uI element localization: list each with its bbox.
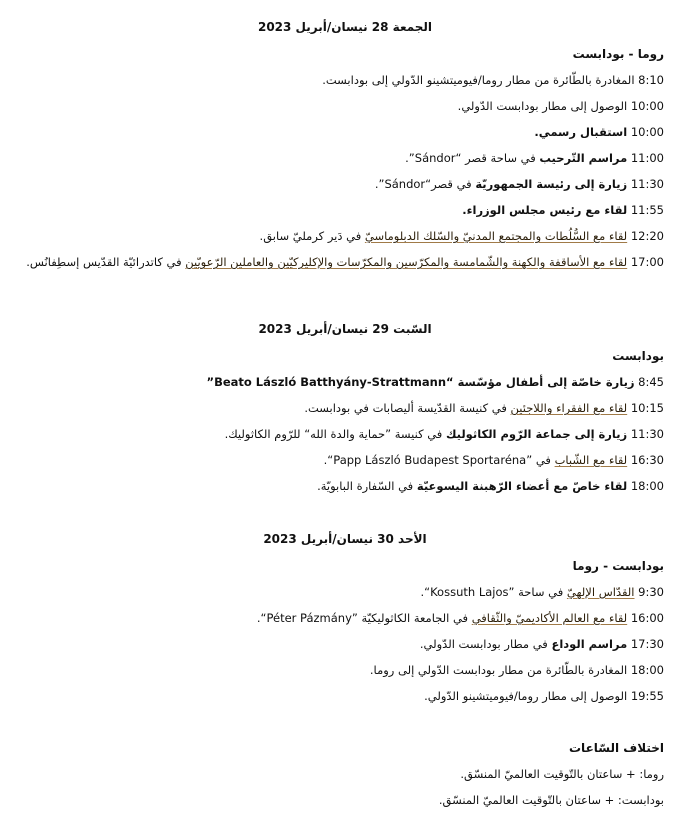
event-time: 18:00	[630, 663, 664, 677]
event-link[interactable]: لقاء مع العالم الأكاديميّ والثّقافي	[471, 611, 628, 625]
day-heading: الأحد 30 نيسان/أبريل 2023	[263, 532, 427, 546]
schedule-item	[24, 202, 664, 218]
route-title: بودابست	[612, 349, 664, 363]
schedule-item	[24, 98, 664, 114]
event-time: 9:30	[638, 585, 664, 599]
schedule-item	[24, 662, 664, 678]
schedule-item	[24, 228, 664, 244]
day-heading: السّبت 29 نيسان/أبريل 2023	[258, 322, 432, 336]
event-detail: في ساحة قصر “Sándor”.	[405, 151, 540, 165]
schedule-item	[24, 478, 664, 494]
event-detail: الوصول إلى مطار روما/فيوميتشينو الدّولي.	[424, 689, 628, 703]
event-time: 16:30	[630, 453, 664, 467]
event-time: 11:55	[630, 203, 664, 217]
event-detail: في كاتدرائيّة القدّيس إسطِفانُس.	[26, 255, 186, 269]
event-title: زيارة إلى رئيسة الجمهوريّة	[475, 177, 628, 191]
event-link[interactable]: لقاء مع السُّلُطات والمجتمع المدنيّ والسّلك الدبلوماسيّ	[364, 229, 628, 243]
event-detail: المغادرة بالطّائرة من مطار روما/فيوميتشينو الدّولي إلى بودابست.	[322, 73, 635, 87]
event-time: 11:30	[630, 177, 664, 191]
schedule-item	[24, 636, 664, 652]
event-title: لقاء مع رئيس مجلس الوزراء.	[462, 203, 628, 217]
event-detail: في الجامعة الكاثوليكيّة ”Péter Pázmány“.	[256, 611, 472, 625]
event-time: 18:00	[630, 479, 664, 493]
event-time: 19:55	[630, 689, 664, 703]
event-time: 8:45	[638, 375, 664, 389]
event-title: مراسم الوداع	[551, 637, 628, 651]
schedule-item	[24, 72, 664, 88]
event-time: 17:00	[630, 255, 664, 269]
event-time: 16:00	[630, 611, 664, 625]
route-title: روما - بودابست	[572, 47, 664, 61]
schedule-item	[24, 400, 664, 416]
event-time: 10:00	[630, 99, 664, 113]
event-time: 11:30	[630, 427, 664, 441]
event-link[interactable]: لقاء مع الفقراء واللاجئين	[510, 401, 628, 415]
event-time: 17:30	[630, 637, 664, 651]
event-detail: في كنيسة القدّيسة أليصابات في بودابست.	[304, 401, 511, 415]
schedule-item	[24, 124, 664, 140]
event-detail: في السّفارة البابويّة.	[317, 479, 417, 493]
event-detail: في ساحة ”Kossuth Lajos“.	[420, 585, 567, 599]
event-detail: في ”Papp László Budapest Sportaréna“.	[323, 453, 555, 467]
schedule-item	[24, 176, 664, 192]
schedule-item	[24, 374, 664, 390]
event-link[interactable]: القدّاس الإلهيّ	[566, 585, 635, 599]
event-detail: المغادرة بالطّائرة من مطار بودابست الدّولي إلى روما.	[369, 663, 628, 677]
event-time: 11:00	[630, 151, 664, 165]
schedule-item	[24, 254, 664, 270]
route-title: بودابست - روما	[572, 559, 664, 573]
schedule-item	[24, 452, 664, 468]
event-title: استقبال رسمي.	[534, 125, 628, 139]
schedule-item	[24, 150, 664, 166]
event-detail: في كنيسة ”حماية والدة الله“ للرّوم الكاثوليك.	[224, 427, 446, 441]
event-time: 10:15	[630, 401, 664, 415]
schedule-item	[24, 688, 664, 704]
event-detail: الوصول إلى مطار بودابست الدّولي.	[457, 99, 628, 113]
event-detail: في قصر“Sándor”.	[374, 177, 476, 191]
event-detail: في مطار بودابست الدّولي.	[419, 637, 552, 651]
event-link[interactable]: لقاء مع الأساقفة والكهنة والشّمامسة والمكرّسين والمكرّسات والإكليركيّين والعاملين الرّعويّين	[185, 255, 628, 269]
event-link[interactable]: لقاء مع الشّباب	[554, 453, 628, 467]
event-title: زيارة إلى جماعة الرّوم الكاثوليك	[445, 427, 628, 441]
event-title: لقاء خاصّ مع أعضاء الرّهبنة اليسوعيّة	[416, 479, 628, 493]
schedule-item	[24, 426, 664, 442]
event-title: زيارة خاصّة إلى أطفال مؤسّسة “Beato László Batthyány-Strattmann”	[206, 375, 635, 389]
schedule-item	[24, 610, 664, 626]
timezone-line: روما: + ساعتان بالتّوقيت العالميّ المنسّق.	[460, 767, 664, 781]
event-detail: في دَير كرمليّ سابق.	[259, 229, 365, 243]
event-time: 12:20	[630, 229, 664, 243]
timezone-line: بودابست: + ساعتان بالتّوقيت العالميّ المنسّق.	[438, 793, 664, 807]
event-time: 10:00	[630, 125, 664, 139]
day-heading: الجمعة 28 نيسان/أبريل 2023	[257, 20, 433, 34]
timezone-heading: اختلاف السّاعات	[569, 741, 664, 755]
schedule-item	[24, 584, 664, 600]
event-time: 8:10	[638, 73, 664, 87]
event-title: مراسم التّرحيب	[539, 151, 628, 165]
